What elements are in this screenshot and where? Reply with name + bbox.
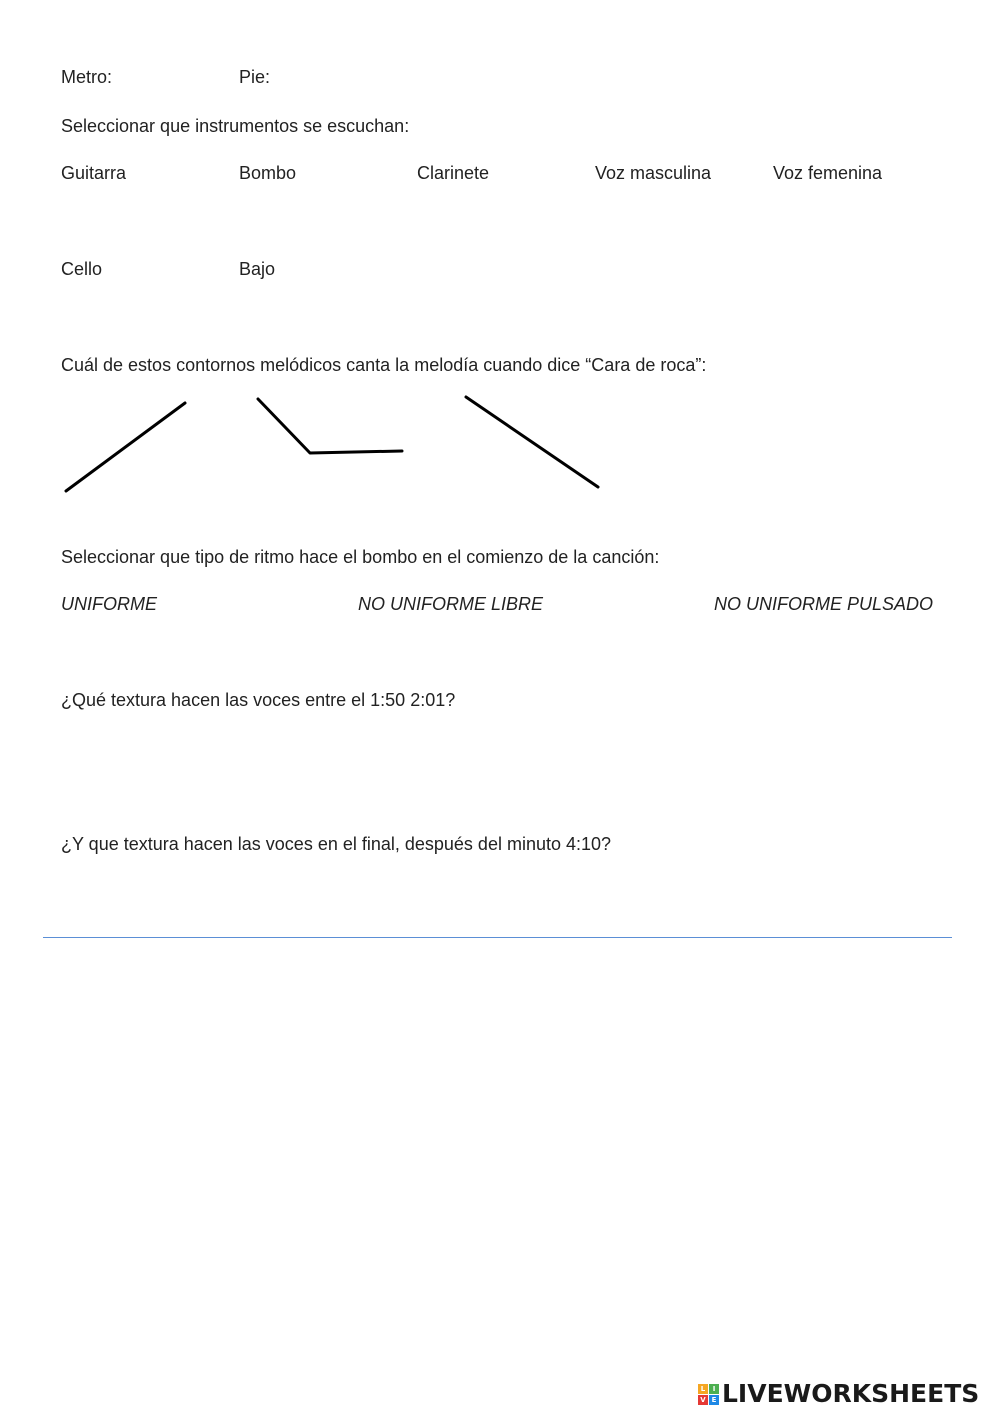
- logo-letter-e: E: [709, 1395, 719, 1405]
- logo-letter-l: L: [698, 1384, 708, 1394]
- liveworksheets-wordmark: LIVEWORKSHEETS: [722, 1379, 980, 1408]
- logo-letter-i: I: [709, 1384, 719, 1394]
- metro-label: Metro:: [61, 67, 113, 87]
- texture-question-1: ¿Qué textura hacen las voces entre el 1:50 2:01?: [61, 690, 456, 710]
- logo-letter-v: V: [698, 1395, 708, 1405]
- texture-question-2: ¿Y que textura hacen las voces en el final, después del minuto 4:10?: [61, 834, 612, 854]
- instrument-option-bombo[interactable]: Bombo: [239, 163, 297, 183]
- instrument-option-guitarra[interactable]: Guitarra: [61, 163, 127, 183]
- answer-line[interactable]: [43, 937, 952, 938]
- contour-question: Cuál de estos contornos melódicos canta la melodía cuando dice “Cara de roca”:: [61, 355, 707, 375]
- rhythm-option-no-uniforme-libre[interactable]: NO UNIFORME LIBRE: [358, 594, 544, 614]
- instrument-option-voz-femenina[interactable]: Voz femenina: [773, 163, 883, 183]
- instrument-option-bajo[interactable]: Bajo: [239, 259, 276, 279]
- contour-descend-then-flat[interactable]: [258, 399, 402, 453]
- pie-label: Pie:: [239, 67, 271, 87]
- contour-descending[interactable]: [466, 397, 598, 487]
- instrument-option-cello[interactable]: Cello: [61, 259, 103, 279]
- rhythm-option-no-uniforme-pulsado[interactable]: NO UNIFORME PULSADO: [714, 594, 934, 614]
- rhythm-question: Seleccionar que tipo de ritmo hace el bombo en el comienzo de la canción:: [61, 547, 660, 567]
- liveworksheets-icon: [698, 1384, 719, 1405]
- instrument-option-clarinete[interactable]: Clarinete: [417, 163, 490, 183]
- contour-ascending[interactable]: [66, 403, 185, 491]
- liveworksheets-logo: [698, 1379, 979, 1409]
- instruments-question: Seleccionar que instrumentos se escuchan:: [61, 116, 410, 136]
- instrument-option-voz-masculina[interactable]: Voz masculina: [595, 163, 712, 183]
- rhythm-option-uniforme[interactable]: UNIFORME: [61, 594, 157, 614]
